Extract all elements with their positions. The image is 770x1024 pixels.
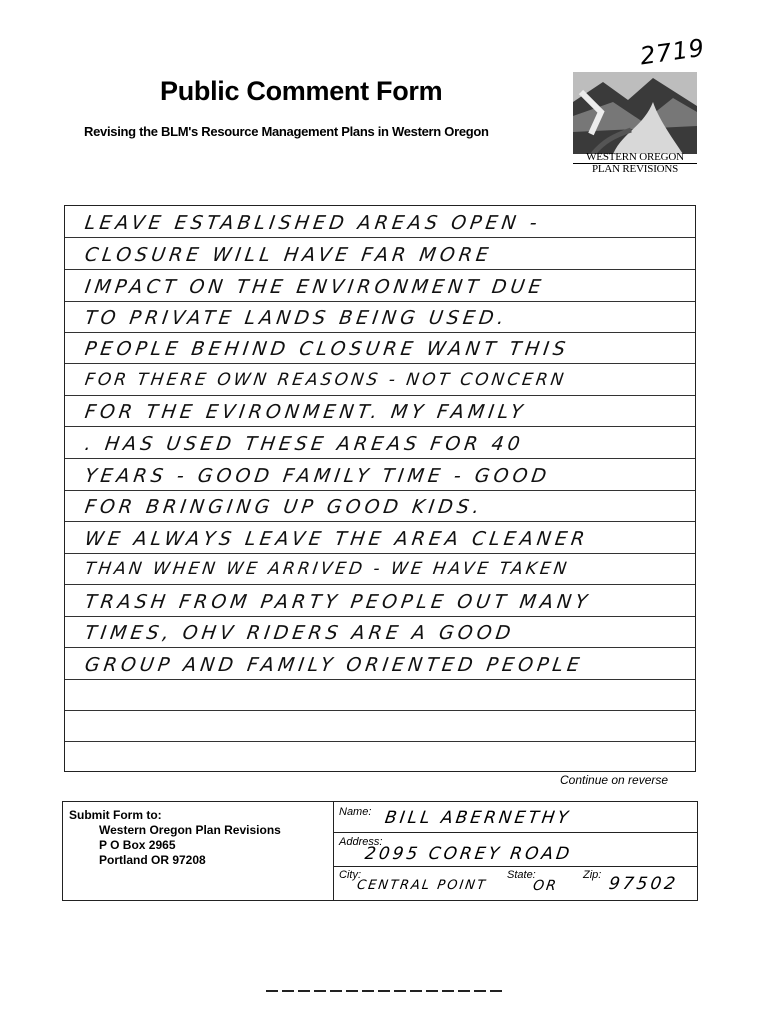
comment-rule (65, 553, 695, 554)
submit-label: Submit Form to: (69, 808, 162, 822)
comment-line-8: . HAS USED THESE AREAS FOR 40 (83, 433, 526, 455)
address-field-rule (334, 866, 697, 867)
comment-rule (65, 363, 695, 364)
address-value: 2095 COREY ROAD (363, 844, 574, 864)
city-label: City: (339, 869, 361, 881)
logo-line-1: WESTERN OREGON (586, 151, 684, 163)
comment-line-11: WE ALWAYS LEAVE THE AREA CLEANER (83, 528, 590, 550)
comment-line-15: GROUP AND FAMILY ORIENTED PEOPLE (83, 654, 585, 676)
comment-line-12: THAN WHEN WE ARRIVED - WE HAVE TAKEN (83, 559, 571, 579)
comment-bottom-rule (64, 771, 696, 772)
document-number: 2719 (638, 33, 707, 71)
comment-rule (65, 521, 695, 522)
comment-rule (65, 710, 695, 711)
logo-line-2: PLAN REVISIONS (573, 163, 697, 175)
comment-rule (65, 426, 695, 427)
comment-rule (65, 458, 695, 459)
zip-label: Zip: (583, 869, 602, 881)
address-label: Address: (339, 836, 383, 848)
name-value: BILL ABERNETHY (383, 808, 573, 828)
landscape-logo-image (573, 72, 697, 154)
comment-line-7: FOR THE EVIRONMENT. MY FAMILY (83, 401, 528, 423)
logo-caption (573, 152, 697, 175)
submit-divider (333, 802, 334, 900)
page-title: Public Comment Form (160, 76, 443, 106)
comment-area (64, 205, 696, 772)
comment-rule (65, 237, 695, 238)
comment-line-3: IMPACT ON THE ENVIRONMENT DUE (83, 276, 547, 298)
comment-line-5: PEOPLE BEHIND CLOSURE WANT THIS (83, 338, 571, 360)
city-value: CENTRAL POINT (355, 878, 488, 893)
submit-section (62, 801, 698, 901)
comment-rule (65, 301, 695, 302)
page-subtitle: Revising the BLM's Resource Management Plans in Western Oregon (84, 124, 489, 139)
comment-line-1: LEAVE ESTABLISHED AREAS OPEN - (83, 212, 543, 234)
name-field-rule (334, 832, 697, 833)
comment-rule (65, 332, 695, 333)
mailing-address-line-2: P O Box 2965 (99, 838, 176, 852)
comment-line-2: CLOSURE WILL HAVE FAR MORE (83, 244, 494, 266)
comment-rule (65, 679, 695, 680)
footer-dashed-rule (266, 990, 502, 992)
comment-line-14: TIMES, OHV RIDERS ARE A GOOD (83, 622, 516, 644)
name-label: Name: (339, 806, 372, 818)
comment-rule (65, 616, 695, 617)
comment-rule (65, 741, 695, 742)
comment-line-4: TO PRIVATE LANDS BEING USED. (83, 307, 510, 329)
comment-line-13: TRASH FROM PARTY PEOPLE OUT MANY (83, 591, 593, 613)
zip-value: 97502 (607, 874, 680, 894)
comment-rule (65, 647, 695, 648)
mailing-address-line-1: Western Oregon Plan Revisions (99, 823, 281, 837)
state-value: OR (531, 878, 559, 894)
comment-rule (65, 584, 695, 585)
state-label: State: (507, 869, 536, 881)
comment-rule (65, 395, 695, 396)
mailing-address-line-3: Portland OR 97208 (99, 853, 206, 867)
comment-line-10: FOR BRINGING UP GOOD KIDS. (83, 496, 485, 518)
comment-line-6: FOR THERE OWN REASONS - NOT CONCERN (83, 370, 568, 390)
comment-rule (65, 490, 695, 491)
comment-line-9: YEARS - GOOD FAMILY TIME - GOOD (83, 465, 552, 487)
wopr-logo (573, 72, 697, 176)
comment-rule (65, 269, 695, 270)
continue-note: Continue on reverse (560, 773, 669, 787)
